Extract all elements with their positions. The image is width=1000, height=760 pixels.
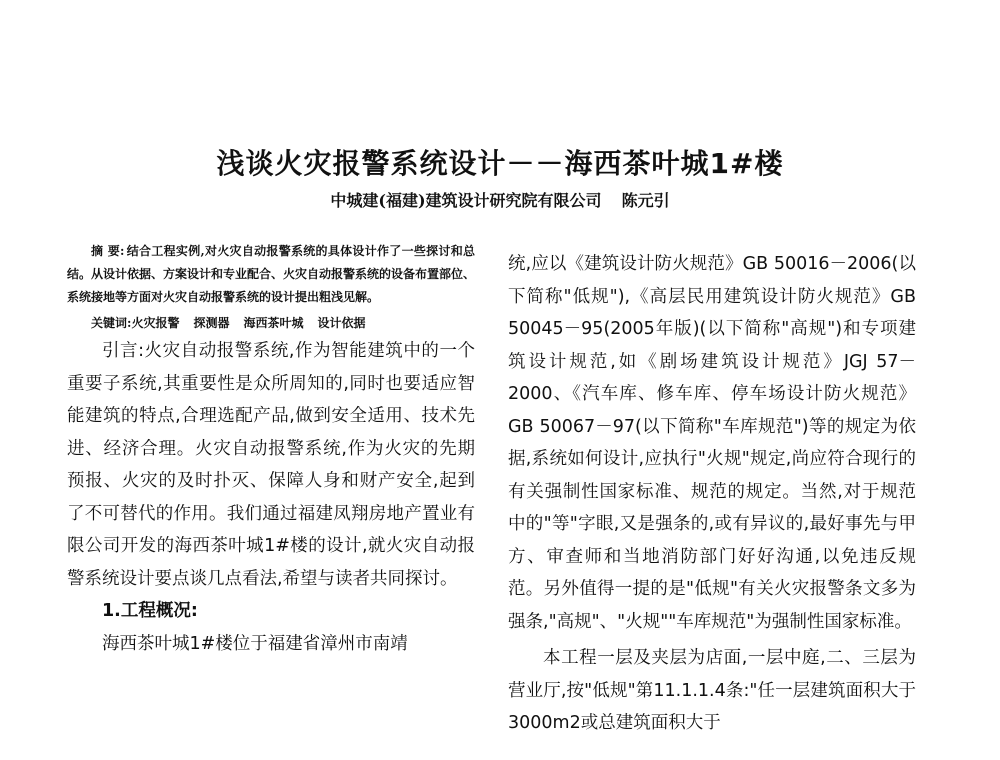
keyword: 海西茶叶城 <box>243 316 304 330</box>
keywords <box>67 312 475 335</box>
right-column <box>508 248 916 740</box>
abstract-label: 摘 要: <box>91 244 125 258</box>
intro-paragraph: 引言:火灾自动报警系统,作为智能建筑中的一个重要子系统,其重要性是众所周知的,同时也要适应智能建筑的特点,合理选配产品,做到安全适用、技术先进、经济合理。火灾自动报警系统,作为火灾的先期预报、火灾的及时扑灭、保障人身和财产安全,起到了不可替代的作用。我们通过福建凤翔房地产置业有限公司开发的海西茶叶城1#楼的设计,就火灾自动报警系统设计要点谈几点看法,希望与读者共同探讨。 <box>67 341 475 589</box>
abstract-text: 结合工程实例,对火灾自动报警系统的具体设计作了一些探讨和总结。从设计依据、方案设计和专业配合、火灾自动报警系统的设备布置部位、系统接地等方面对火灾自动报警系统的设计提出粗浅见解。 <box>67 244 476 304</box>
section-heading: 1.工程概况: <box>102 601 198 621</box>
paper-title: 浅谈火灾报警系统设计－－海西茶叶城1#楼 <box>216 147 784 180</box>
section-paragraph: 海西茶叶城1#楼位于福建省漳州市南靖 <box>102 633 408 654</box>
abstract <box>67 240 475 309</box>
body-paragraph: 统,应以《建筑设计防火规范》GB 50016－2006(以下简称"低规"),《高层民用建筑设计防火规范》GB 50045－95(2005年版)(以下简称"高规")和专项建筑设计规范,如《剧场建筑设计规范》JGJ 57－2000、《汽车库、修车库、停车场设计防火规范》GB 50067－97(以下简称"车库规范")等的规定为依据,系统如何设计,应执行"火规"规定,尚应符合现行的有关强制性国家标准、规范的规定。当然,对于规范中的"等"字眼,又是强条的,或有异议的,最好事先与甲方、审查师和当地消防部门好好沟通,以免违反规范。另外值得一提的是"低规"有关火灾报警条文多为强条,"高规"、"火规""车库规范"为强制性国家标准。 <box>508 254 916 632</box>
keyword: 设计依据 <box>317 316 366 330</box>
keyword: 探测器 <box>193 316 230 330</box>
author-name: 陈元引 <box>621 191 670 210</box>
keywords-label: 关键词: <box>91 316 132 330</box>
affiliation-line <box>0 188 1000 211</box>
left-column <box>67 240 475 660</box>
body-paragraph: 本工程一层及夹层为店面,一层中庭,二、三层为营业厅,按"低规"第11.1.1.4条:"任一层建筑面积大于3000m2或总建筑面积大于 <box>508 648 916 733</box>
keyword: 火灾报警 <box>131 316 180 330</box>
organization: 中城建(福建)建筑设计研究院有限公司 <box>330 191 602 210</box>
